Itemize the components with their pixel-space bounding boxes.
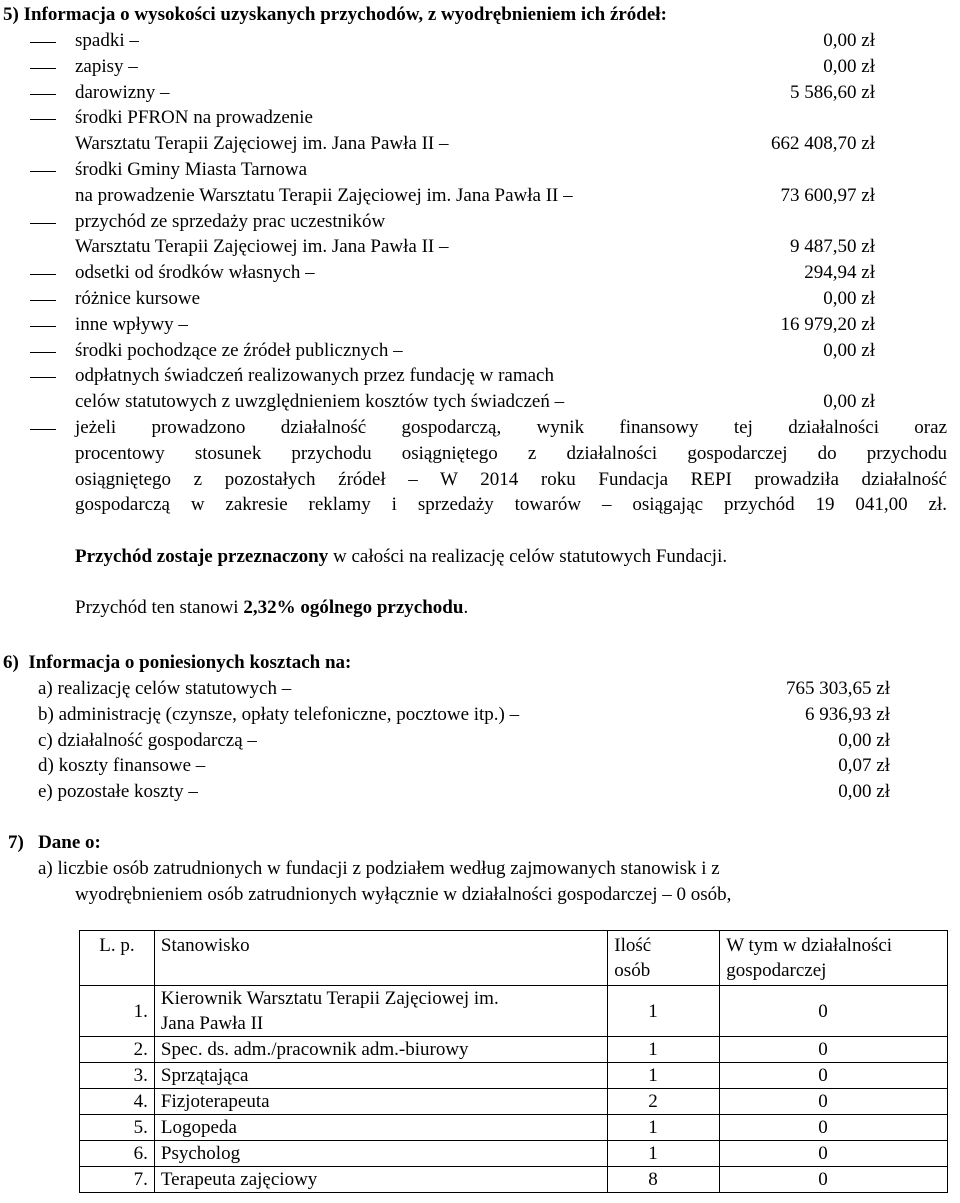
dash-bullet	[30, 68, 56, 69]
dash-bullet	[30, 274, 56, 275]
dash-bullet	[30, 377, 56, 378]
table-row	[80, 1115, 948, 1141]
section-6-number: 6)	[3, 652, 19, 673]
cell-lp: 5.	[80, 1115, 155, 1141]
header-stanowisko: Stanowisko	[154, 931, 607, 986]
income-label-line1: odpłatnych świadczeń realizowanych przez fundację w ramach	[75, 365, 554, 386]
section-5-header: 5) Informacja o wysokości uzyskanych przychodów, z wyodrębnieniem ich źródeł:	[3, 4, 667, 25]
dash-bullet	[30, 352, 56, 353]
cell-gosp: 0	[720, 1037, 948, 1063]
cost-label: e) pozostałe koszty –	[38, 781, 198, 802]
cell-ilosc: 1	[608, 1063, 720, 1089]
cost-amount: 0,07 zł	[838, 755, 890, 776]
cost-item	[38, 676, 960, 702]
income-amount: 0,00 zł	[823, 340, 875, 361]
cell-ilosc: 1	[608, 1037, 720, 1063]
econ-line: osiągniętego z pozostałych źródeł – W 2014 roku Fundacja REPI prowadziła działalność	[75, 469, 947, 490]
header-lp: L. p.	[80, 931, 155, 986]
table-row	[80, 1063, 948, 1089]
section-7-number: 7)	[8, 832, 24, 853]
cell-gosp: 0	[720, 1089, 948, 1115]
cell-stanowisko	[154, 986, 607, 1037]
income-share	[75, 595, 468, 621]
income-label-line2: celów statutowych z uwzględnieniem kosztów tych świadczeń –	[75, 391, 565, 412]
dash-bullet	[30, 94, 56, 95]
cell-lp: 4.	[80, 1089, 155, 1115]
income-item-cont	[30, 183, 960, 209]
income-amount: 9 487,50 zł	[790, 236, 875, 257]
dash-bullet	[30, 326, 56, 327]
income-destination-bold: Przychód zostaje przeznaczony	[75, 546, 329, 567]
cell-stanowisko: Psycholog	[154, 1141, 607, 1167]
income-label-line1: środki PFRON na prowadzenie	[75, 107, 313, 128]
income-item	[30, 312, 960, 338]
income-amount: 16 979,20 zł	[780, 314, 875, 335]
cell-lp: 2.	[80, 1037, 155, 1063]
cell-gosp: 0	[720, 986, 948, 1037]
employees-text-line2: wyodrębnieniem osób zatrudnionych wyłącznie w działalności gospodarczej – 0 osób,	[75, 884, 732, 905]
income-item	[30, 54, 960, 80]
income-amount: 0,00 zł	[823, 391, 875, 412]
header-ilosc	[608, 931, 720, 986]
income-label-line2: Warsztatu Terapii Zajęciowej im. Jana Pawła II –	[75, 236, 449, 257]
cell-stanowisko: Terapeuta zajęciowy	[154, 1167, 607, 1193]
cell-lp: 7.	[80, 1167, 155, 1193]
income-item	[30, 28, 960, 54]
cell-stanowisko-2: Jana Pawła II	[160, 1013, 264, 1034]
cell-stanowisko: Fizjoterapeuta	[154, 1089, 607, 1115]
cell-gosp: 0	[720, 1115, 948, 1141]
dash-bullet	[30, 223, 56, 224]
income-label-line1: przychód ze sprzedaży prac uczestników	[75, 211, 386, 232]
section-7-header	[8, 830, 101, 856]
cost-label: d) koszty finansowe –	[38, 755, 206, 776]
section-6-title: Informacja o poniesionych kosztach na:	[28, 652, 352, 673]
cell-stanowisko: Spec. ds. adm./pracownik adm.-biurowy	[154, 1037, 607, 1063]
cell-ilosc: 1	[608, 986, 720, 1037]
dash-bullet	[30, 429, 56, 430]
income-destination-rest: w całości na realizację celów statutowych Fundacji.	[328, 546, 728, 567]
cost-item	[38, 779, 960, 805]
income-item	[30, 260, 960, 286]
income-label-line2: Warsztatu Terapii Zajęciowej im. Jana Pawła II –	[75, 133, 449, 154]
income-label-line2: na prowadzenie Warsztatu Terapii Zajęciowej im. Jana Pawła II –	[75, 185, 573, 206]
table-row	[80, 1037, 948, 1063]
income-item	[30, 80, 960, 106]
cell-stanowisko: Logopeda	[154, 1115, 607, 1141]
cell-lp: 6.	[80, 1141, 155, 1167]
cell-gosp: 0	[720, 1141, 948, 1167]
income-label: spadki –	[75, 30, 139, 51]
cell-stanowisko-1: Kierownik Warsztatu Terapii Zajęciowej im.	[160, 988, 499, 1009]
cell-gosp: 0	[720, 1167, 948, 1193]
income-label: inne wpływy –	[75, 314, 188, 335]
income-label: środki pochodzące ze źródeł publicznych –	[75, 340, 403, 361]
staff-table	[79, 930, 948, 1193]
income-amount: 5 586,60 zł	[790, 82, 875, 103]
cell-gosp: 0	[720, 1063, 948, 1089]
cost-amount: 0,00 zł	[838, 730, 890, 751]
cell-ilosc: 8	[608, 1167, 720, 1193]
employees-text-line1: a) liczbie osób zatrudnionych w fundacji z podziałem według zajmowanych stanowisk i z	[38, 858, 720, 879]
cost-item	[38, 728, 960, 754]
income-share-value: 2,32% ogólnego przychodu	[243, 597, 464, 618]
cell-lp: 3.	[80, 1063, 155, 1089]
income-amount: 662 408,70 zł	[771, 133, 875, 154]
cost-amount: 0,00 zł	[838, 781, 890, 802]
cell-ilosc: 1	[608, 1141, 720, 1167]
income-amount: 73 600,97 zł	[780, 185, 875, 206]
income-item	[30, 105, 960, 131]
cost-label: b) administrację (czynsze, opłaty telefoniczne, pocztowe itp.) –	[38, 704, 520, 725]
income-label-line1: środki Gminy Miasta Tarnowa	[75, 159, 308, 180]
cost-amount: 765 303,65 zł	[786, 678, 890, 699]
income-label: różnice kursowe	[75, 288, 201, 309]
table-row	[80, 986, 948, 1037]
income-item-cont	[30, 131, 960, 157]
cost-label: a) realizację celów statutowych –	[38, 678, 292, 699]
table-row	[80, 1141, 948, 1167]
dash-bullet	[30, 171, 56, 172]
income-amount: 0,00 zł	[823, 30, 875, 51]
header-ilosc-2: osób	[614, 960, 651, 981]
econ-line: jeżeli prowadzono działalność gospodarczą, wynik finansowy tej działalności oraz	[75, 417, 947, 438]
cell-ilosc: 2	[608, 1089, 720, 1115]
income-amount: 0,00 zł	[823, 288, 875, 309]
table-row	[80, 1167, 948, 1193]
staff-table-header	[80, 931, 948, 986]
income-share-pre: Przychód ten stanowi	[75, 597, 244, 618]
header-w-tym	[720, 931, 948, 986]
econ-line: procentowy stosunek przychodu osiągniętego z działalności gospodarczej do przychodu	[75, 443, 947, 464]
income-item	[30, 286, 960, 312]
income-amount: 294,94 zł	[804, 262, 875, 283]
income-destination	[75, 544, 727, 570]
cost-item	[38, 753, 960, 779]
cell-ilosc: 1	[608, 1115, 720, 1141]
dash-bullet	[30, 119, 56, 120]
income-item	[30, 338, 960, 364]
income-share-post: .	[463, 597, 469, 618]
header-w-tym-2: gospodarczej	[726, 960, 827, 981]
cost-item	[38, 702, 960, 728]
income-item	[30, 209, 960, 235]
cost-label: c) działalność gospodarczą –	[38, 730, 257, 751]
income-item	[30, 363, 960, 389]
income-amount: 0,00 zł	[823, 56, 875, 77]
econ-line: gospodarczą w zakresie reklamy i sprzedaży towarów – osiągając przychód 19 041,00 zł.	[75, 494, 947, 515]
cell-stanowisko: Sprzątająca	[154, 1063, 607, 1089]
section-7-title: Dane o:	[38, 832, 101, 853]
header-w-tym-1: W tym w działalności	[726, 935, 893, 956]
income-item-cont	[30, 389, 960, 415]
cell-lp: 1.	[80, 986, 155, 1037]
cost-amount: 6 936,93 zł	[805, 704, 890, 725]
section-6-header	[3, 650, 351, 676]
income-item	[30, 157, 960, 183]
dash-bullet	[30, 300, 56, 301]
header-ilosc-1: Ilość	[614, 935, 652, 956]
table-row	[80, 1089, 948, 1115]
income-label: zapisy –	[75, 56, 138, 77]
income-label: darowizny –	[75, 82, 170, 103]
dash-bullet	[30, 42, 56, 43]
income-label: odsetki od środków własnych –	[75, 262, 315, 283]
income-item-cont	[30, 234, 960, 260]
